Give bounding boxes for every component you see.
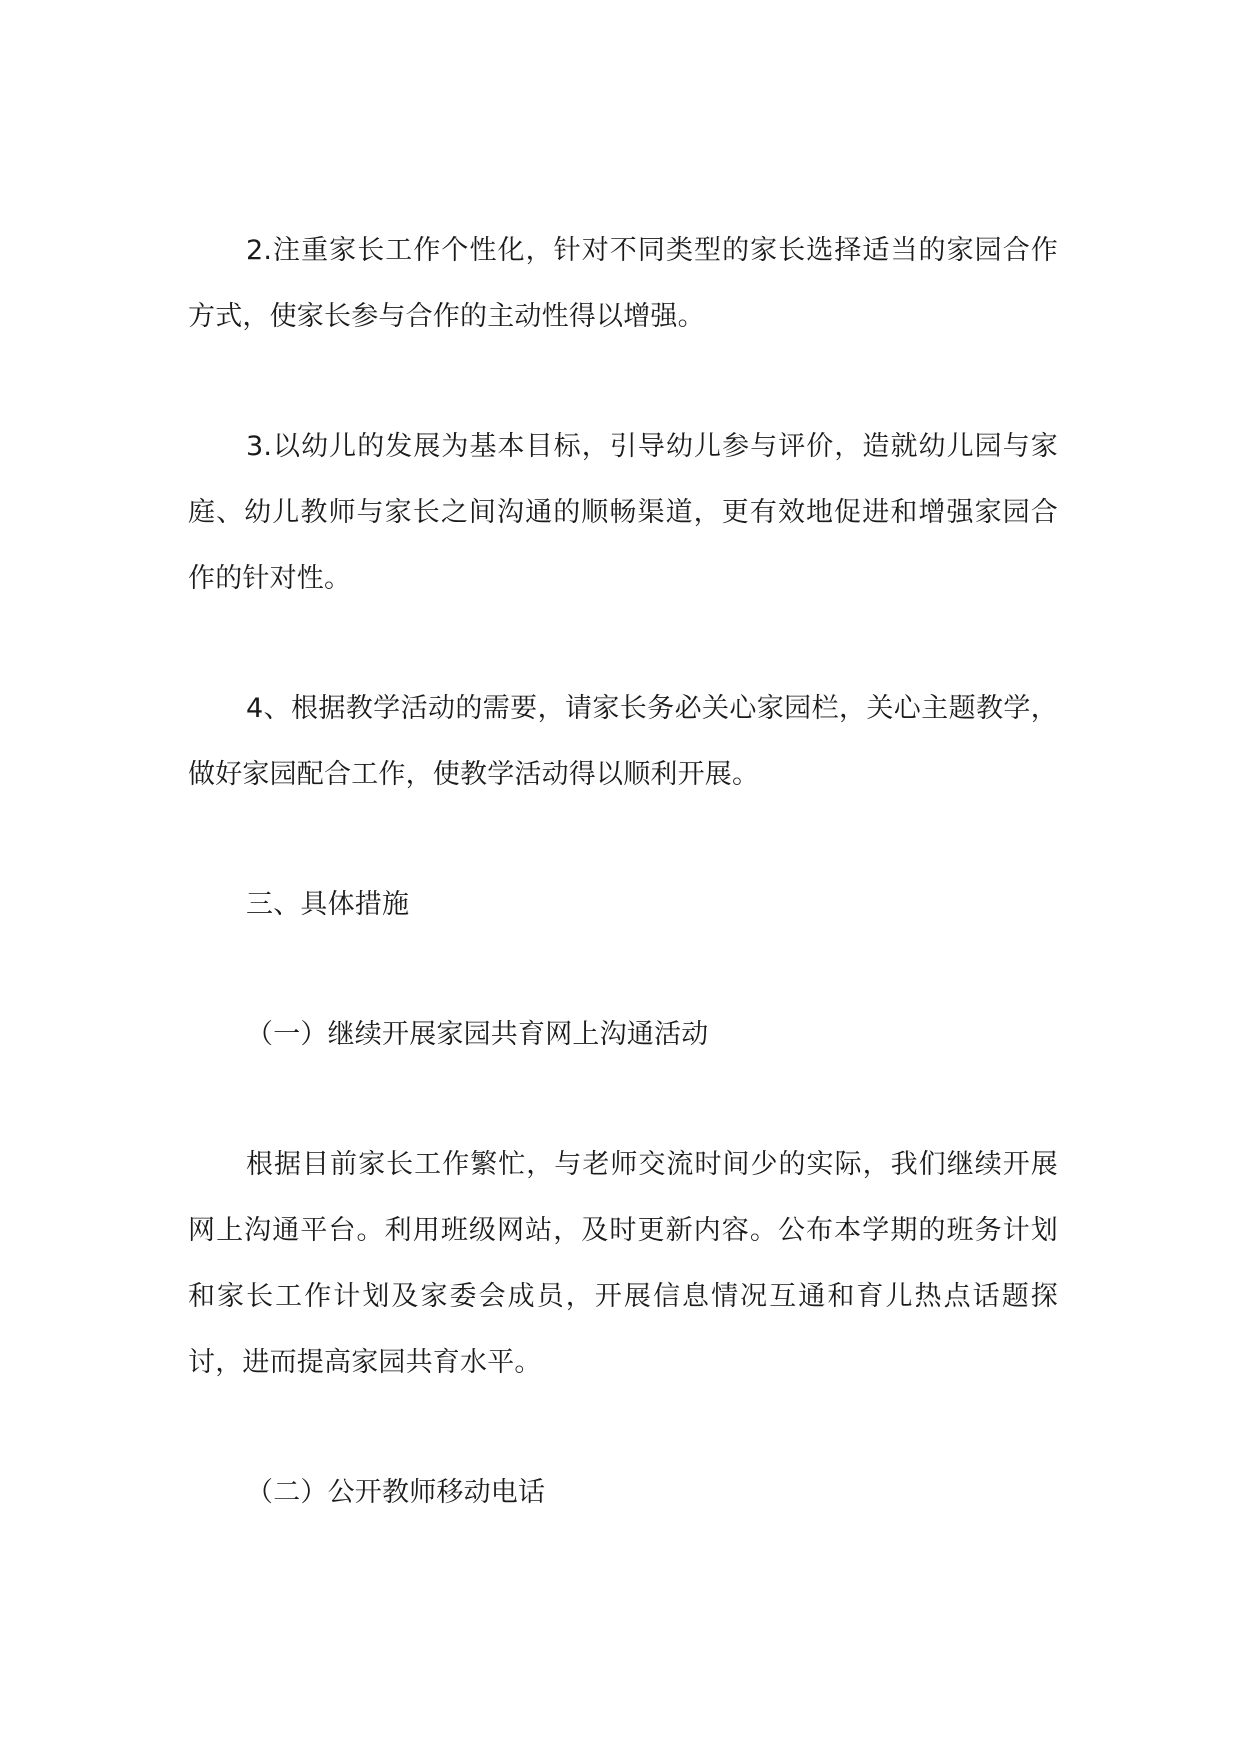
subsection-body-1: 根据目前家长工作繁忙，与老师交流时间少的实际，我们继续开展网上沟通平台。利用班级网站，及时更新内容。公布本学期的班务计划和家长工作计划及家委会成员，开展信息情况互通和育儿热点话题探讨，进而提高家园共育水平。 — [188, 1149, 1058, 1378]
paragraph-item-2: 2.注重家长工作个性化，针对不同类型的家长选择适当的家园合作方式，使家长参与合作的主动性得以增强。 — [188, 235, 1058, 332]
paragraph-item-4: 4、根据教学活动的需要，请家长务必关心家园栏，关心主题教学，做好家园配合工作，使教学活动得以顺利开展。 — [188, 693, 1058, 790]
document-body — [188, 218, 1058, 1526]
paragraph-gap — [188, 1396, 1058, 1460]
paragraph-gap — [188, 808, 1058, 872]
paragraph-gap — [188, 938, 1058, 1002]
section-heading: 三、具体措施 — [246, 889, 410, 920]
paragraph-item-3: 3.以幼儿的发展为基本目标，引导幼儿参与评价，造就幼儿园与家庭、幼儿教师与家长之间沟通的顺畅渠道，更有效地促进和增强家园合作的针对性。 — [188, 431, 1058, 594]
paragraph-gap — [188, 1068, 1058, 1132]
subsection-heading-1: （一）继续开展家园共育网上沟通活动 — [246, 1019, 709, 1050]
subsection-heading-2: （二）公开教师移动电话 — [246, 1477, 546, 1508]
paragraph-gap — [188, 350, 1058, 414]
paragraph-gap — [188, 612, 1058, 676]
